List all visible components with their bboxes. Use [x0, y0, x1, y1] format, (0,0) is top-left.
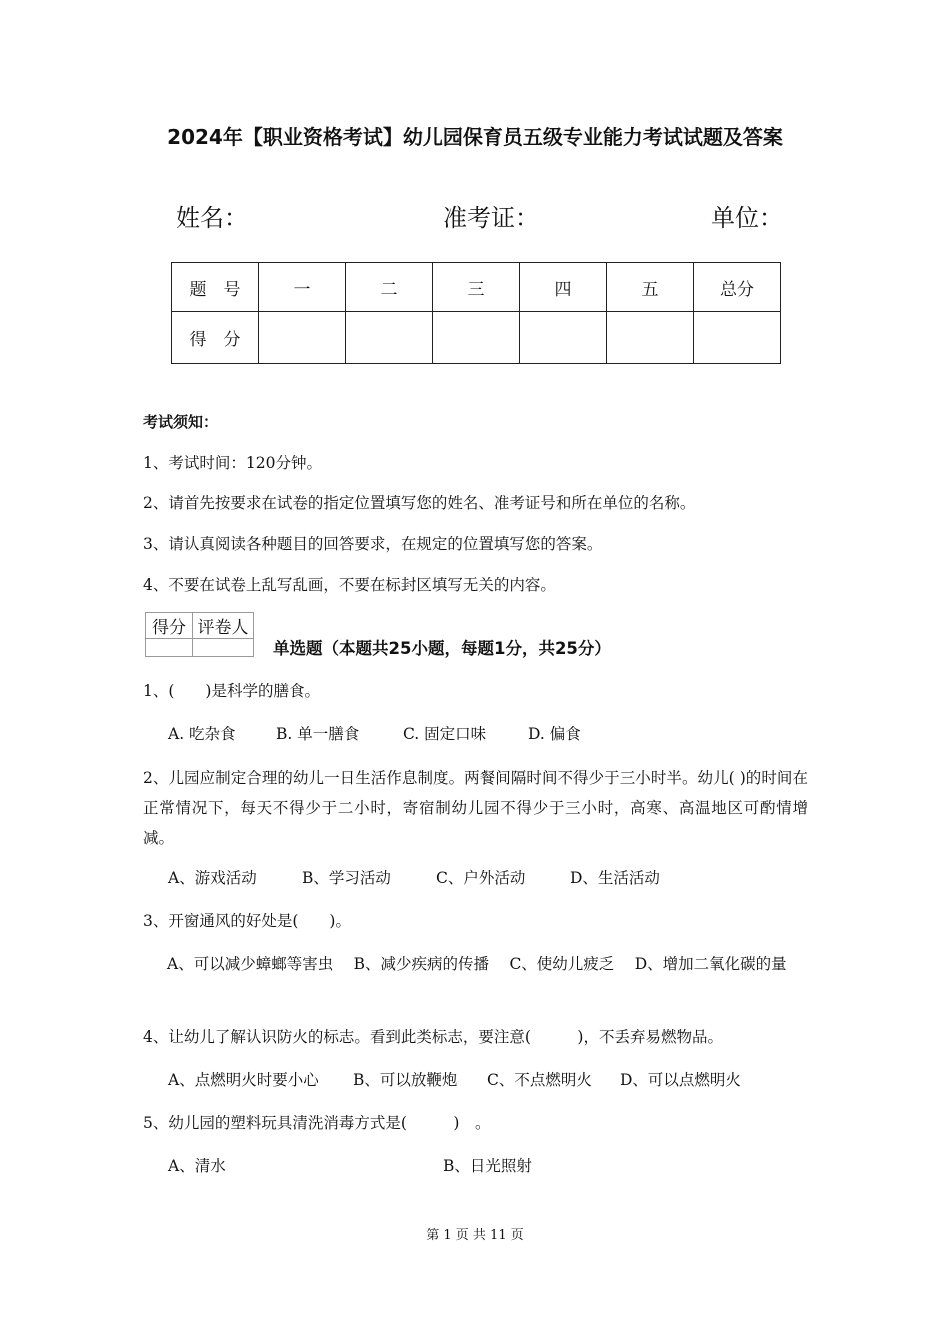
score-cell[interactable]	[259, 312, 346, 364]
question-options-text: A、可以减少蟑螂等害虫 B、减少疾病的传播 C、使幼儿疲乏 D、增加二氧化碳的量	[167, 955, 787, 973]
score-cell[interactable]	[520, 312, 607, 364]
score-table-header-cell: 三	[433, 263, 520, 312]
question-option: D、可以点燃明火	[620, 1071, 741, 1089]
score-row-label: 得 分	[172, 312, 259, 364]
question-option: B、日光照射	[443, 1157, 532, 1175]
question-stem: 5、幼儿园的塑料玩具清洗消毒方式是( ) 。	[143, 1114, 491, 1132]
question-stem: 3、开窗通风的好处是( )。	[143, 912, 351, 930]
question-option: A. 吃杂食	[168, 725, 236, 743]
notice-item: 4、不要在试卷上乱写乱画，不要在标封区填写无关的内容。	[143, 576, 556, 594]
score-cell[interactable]	[433, 312, 520, 364]
question-option: B、学习活动	[302, 869, 391, 887]
question-option: D、生活活动	[570, 869, 660, 887]
exam-id-label: 准考证：	[443, 204, 539, 232]
score-table	[171, 262, 781, 364]
question-option: B. 单一膳食	[276, 725, 360, 743]
score-table-header-cell: 总分	[694, 263, 781, 312]
grader-box	[145, 612, 254, 657]
section-title: 单选题（本题共25小题，每题1分，共25分）	[273, 639, 611, 658]
question-option: A、清水	[168, 1157, 226, 1175]
question-stem: 4、让幼儿了解认识防火的标志。看到此类标志，要注意( )，不丢弃易燃物品。	[143, 1028, 723, 1046]
page-title: 2024年【职业资格考试】幼儿园保育员五级专业能力考试试题及答案	[167, 125, 783, 149]
question-stem: 1、( )是科学的膳食。	[143, 682, 320, 700]
question-stem: 2、儿园应制定合理的幼儿一日生活作息制度。两餐间隔时间不得少于三小时半。幼儿( )的时间在正常情况下，每天不得少于二小时，寄宿制幼儿园不得少于三小时，高寒、高温地区可酌情增减。	[143, 769, 808, 847]
name-label: 姓名：	[176, 204, 248, 232]
score-table-score-row	[172, 312, 781, 364]
grader-name-cell[interactable]	[193, 639, 254, 657]
question-option: C、户外活动	[436, 869, 526, 887]
page-footer: 第 1 页 共 11 页	[426, 1228, 524, 1243]
grader-score-label: 得分	[146, 613, 193, 639]
notice-title: 考试须知：	[143, 413, 219, 431]
question-option: C. 固定口味	[403, 725, 487, 743]
score-cell[interactable]	[346, 312, 433, 364]
question-option: D. 偏食	[528, 725, 581, 743]
score-table-header-cell: 二	[346, 263, 433, 312]
score-cell[interactable]	[607, 312, 694, 364]
question-option: A、点燃明火时要小心	[168, 1071, 319, 1089]
score-table-header-cell: 一	[259, 263, 346, 312]
question-option: A、游戏活动	[168, 869, 257, 887]
score-table-header-row	[172, 263, 781, 312]
notice-item: 3、请认真阅读各种题目的回答要求，在规定的位置填写您的答案。	[143, 535, 603, 553]
grader-score-cell[interactable]	[146, 639, 193, 657]
question-option: B、可以放鞭炮	[353, 1071, 458, 1089]
score-table-header-cell: 五	[607, 263, 694, 312]
grader-name-label: 评卷人	[193, 613, 254, 639]
unit-label: 单位：	[711, 204, 783, 232]
score-table-header-cell: 四	[520, 263, 607, 312]
notice-item: 2、请首先按要求在试卷的指定位置填写您的姓名、准考证号和所在单位的名称。	[143, 494, 696, 512]
question-option: C、不点燃明火	[487, 1071, 592, 1089]
notice-item: 1、考试时间：120分钟。	[143, 454, 322, 472]
score-table-header-cell: 题 号	[172, 263, 259, 312]
score-cell[interactable]	[694, 312, 781, 364]
